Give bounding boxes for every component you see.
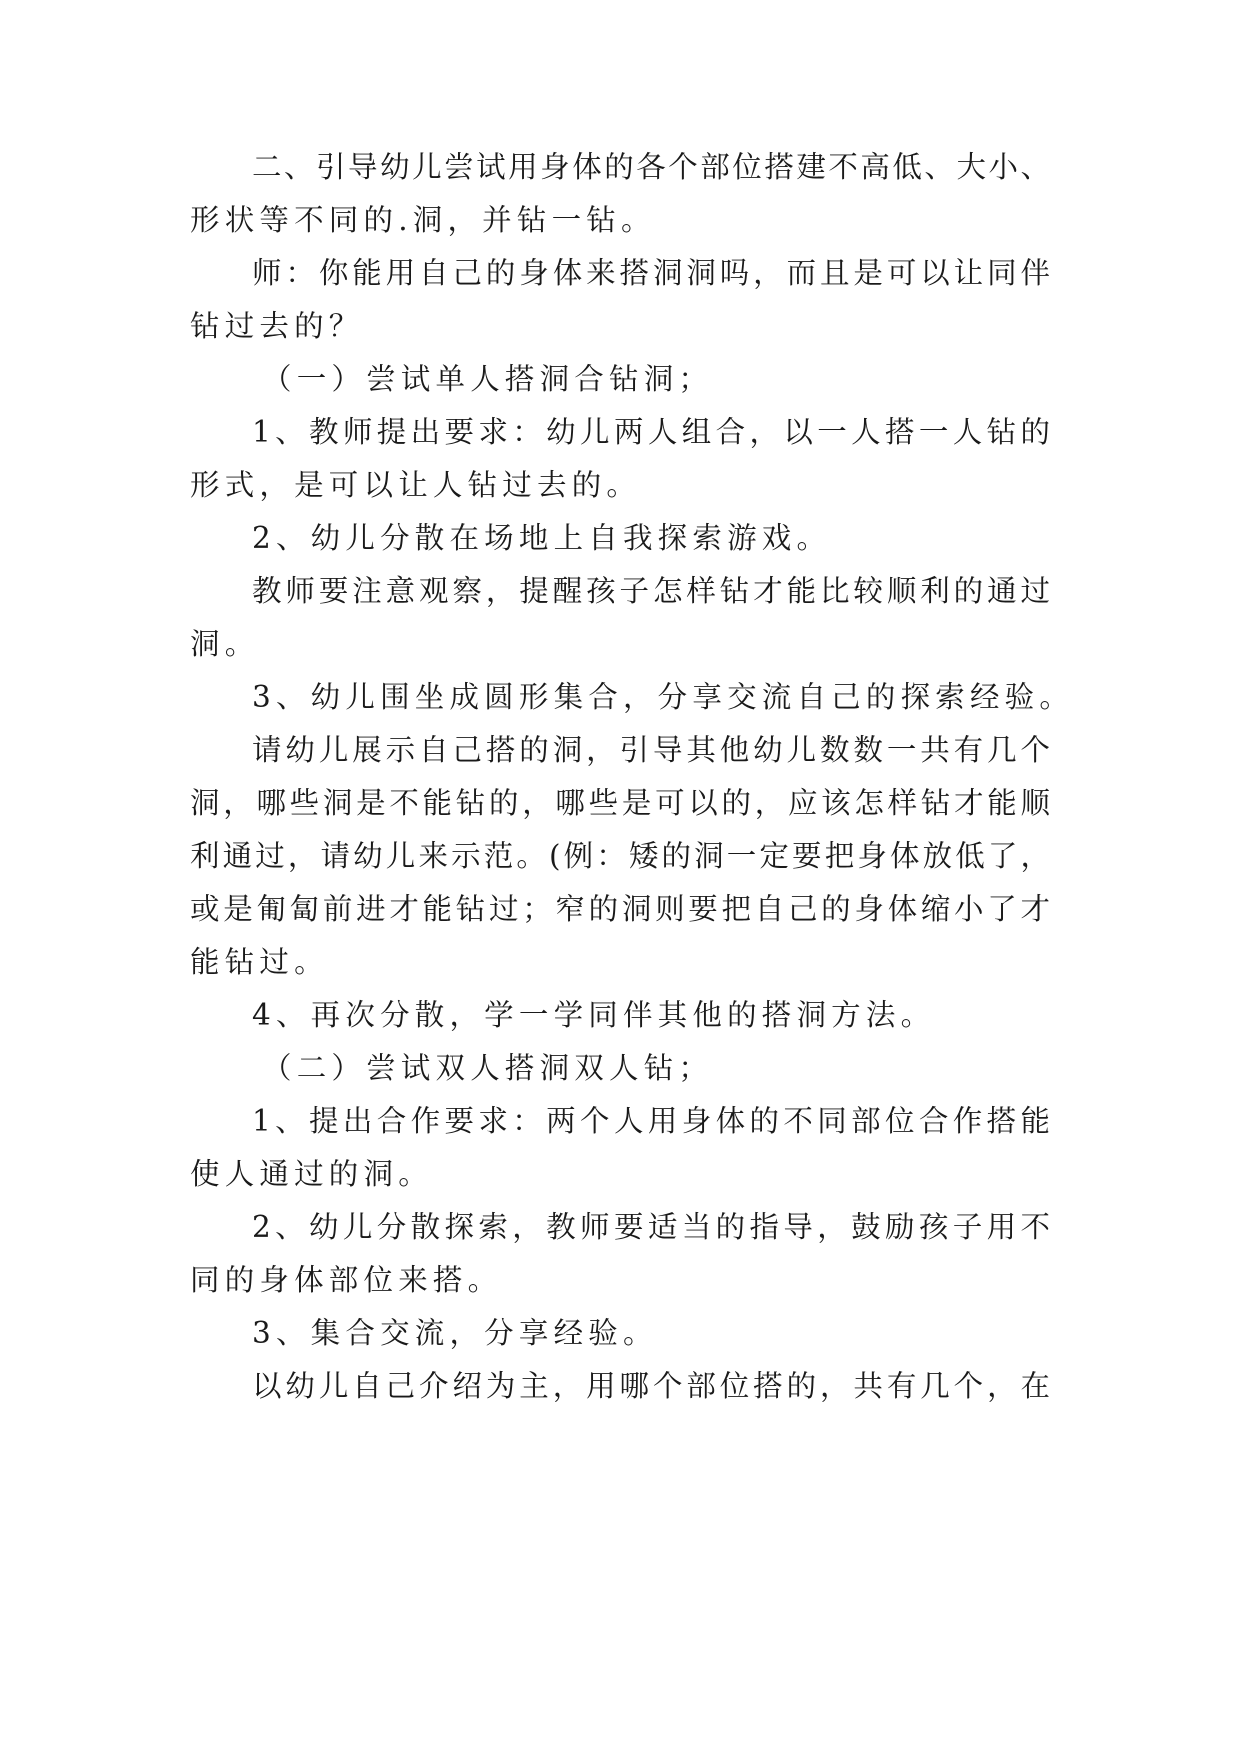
- paragraph-line: 能钻过。: [190, 945, 329, 979]
- paragraph-line: 二、引导幼儿尝试用身体的各个部位搭建不高低、大小、: [252, 150, 1050, 184]
- paragraph-line: 形状等不同的.洞，并钻一钻。: [190, 203, 656, 237]
- paragraph-line: 2、幼儿分散在场地上自我探索游戏。: [252, 521, 832, 555]
- paragraph-line: 请幼儿展示自己搭的洞，引导其他幼儿数数一共有几个: [252, 733, 1050, 767]
- paragraph-line: 教师要注意观察，提醒孩子怎样钻才能比较顺利的通过: [252, 574, 1050, 608]
- paragraph-line: 1、提出合作要求：两个人用身体的不同部位合作搭能: [252, 1104, 1050, 1138]
- paragraph-line: 使人通过的洞。: [190, 1157, 433, 1191]
- paragraph-line: 3、集合交流，分享经验。: [252, 1316, 658, 1350]
- paragraph-line: 洞。: [190, 627, 260, 661]
- paragraph-line: 2、幼儿分散探索，教师要适当的指导，鼓励孩子用不: [252, 1210, 1050, 1244]
- paragraph-line: 或是匍匐前进才能钻过；窄的洞则要把自己的身体缩小了才: [190, 892, 1050, 926]
- paragraph-line: 形式，是可以让人钻过去的。: [190, 468, 642, 502]
- paragraph-line: 同的身体部位来搭。: [190, 1263, 503, 1297]
- paragraph-line: 1、教师提出要求：幼儿两人组合，以一人搭一人钻的: [252, 415, 1050, 449]
- paragraph-line: 洞，哪些洞是不能钻的，哪些是可以的，应该怎样钻才能顺: [190, 786, 1050, 820]
- section-heading: （二）尝试双人搭洞双人钻；: [262, 1051, 714, 1085]
- paragraph-line: 钻过去的？: [190, 309, 364, 343]
- paragraph-line: 利通过，请幼儿来示范。(例：矮的洞一定要把身体放低了，: [190, 839, 1050, 873]
- paragraph-line: 4、再次分散，学一学同伴其他的搭洞方法。: [252, 998, 936, 1032]
- section-heading: （一）尝试单人搭洞合钻洞；: [262, 362, 714, 396]
- paragraph-line: 3、幼儿围坐成圆形集合，分享交流自己的探索经验。: [252, 680, 1075, 714]
- paragraph-line: 师：你能用自己的身体来搭洞洞吗，而且是可以让同伴: [252, 256, 1050, 290]
- paragraph-line: 以幼儿自己介绍为主，用哪个部位搭的，共有几个，在: [252, 1369, 1050, 1403]
